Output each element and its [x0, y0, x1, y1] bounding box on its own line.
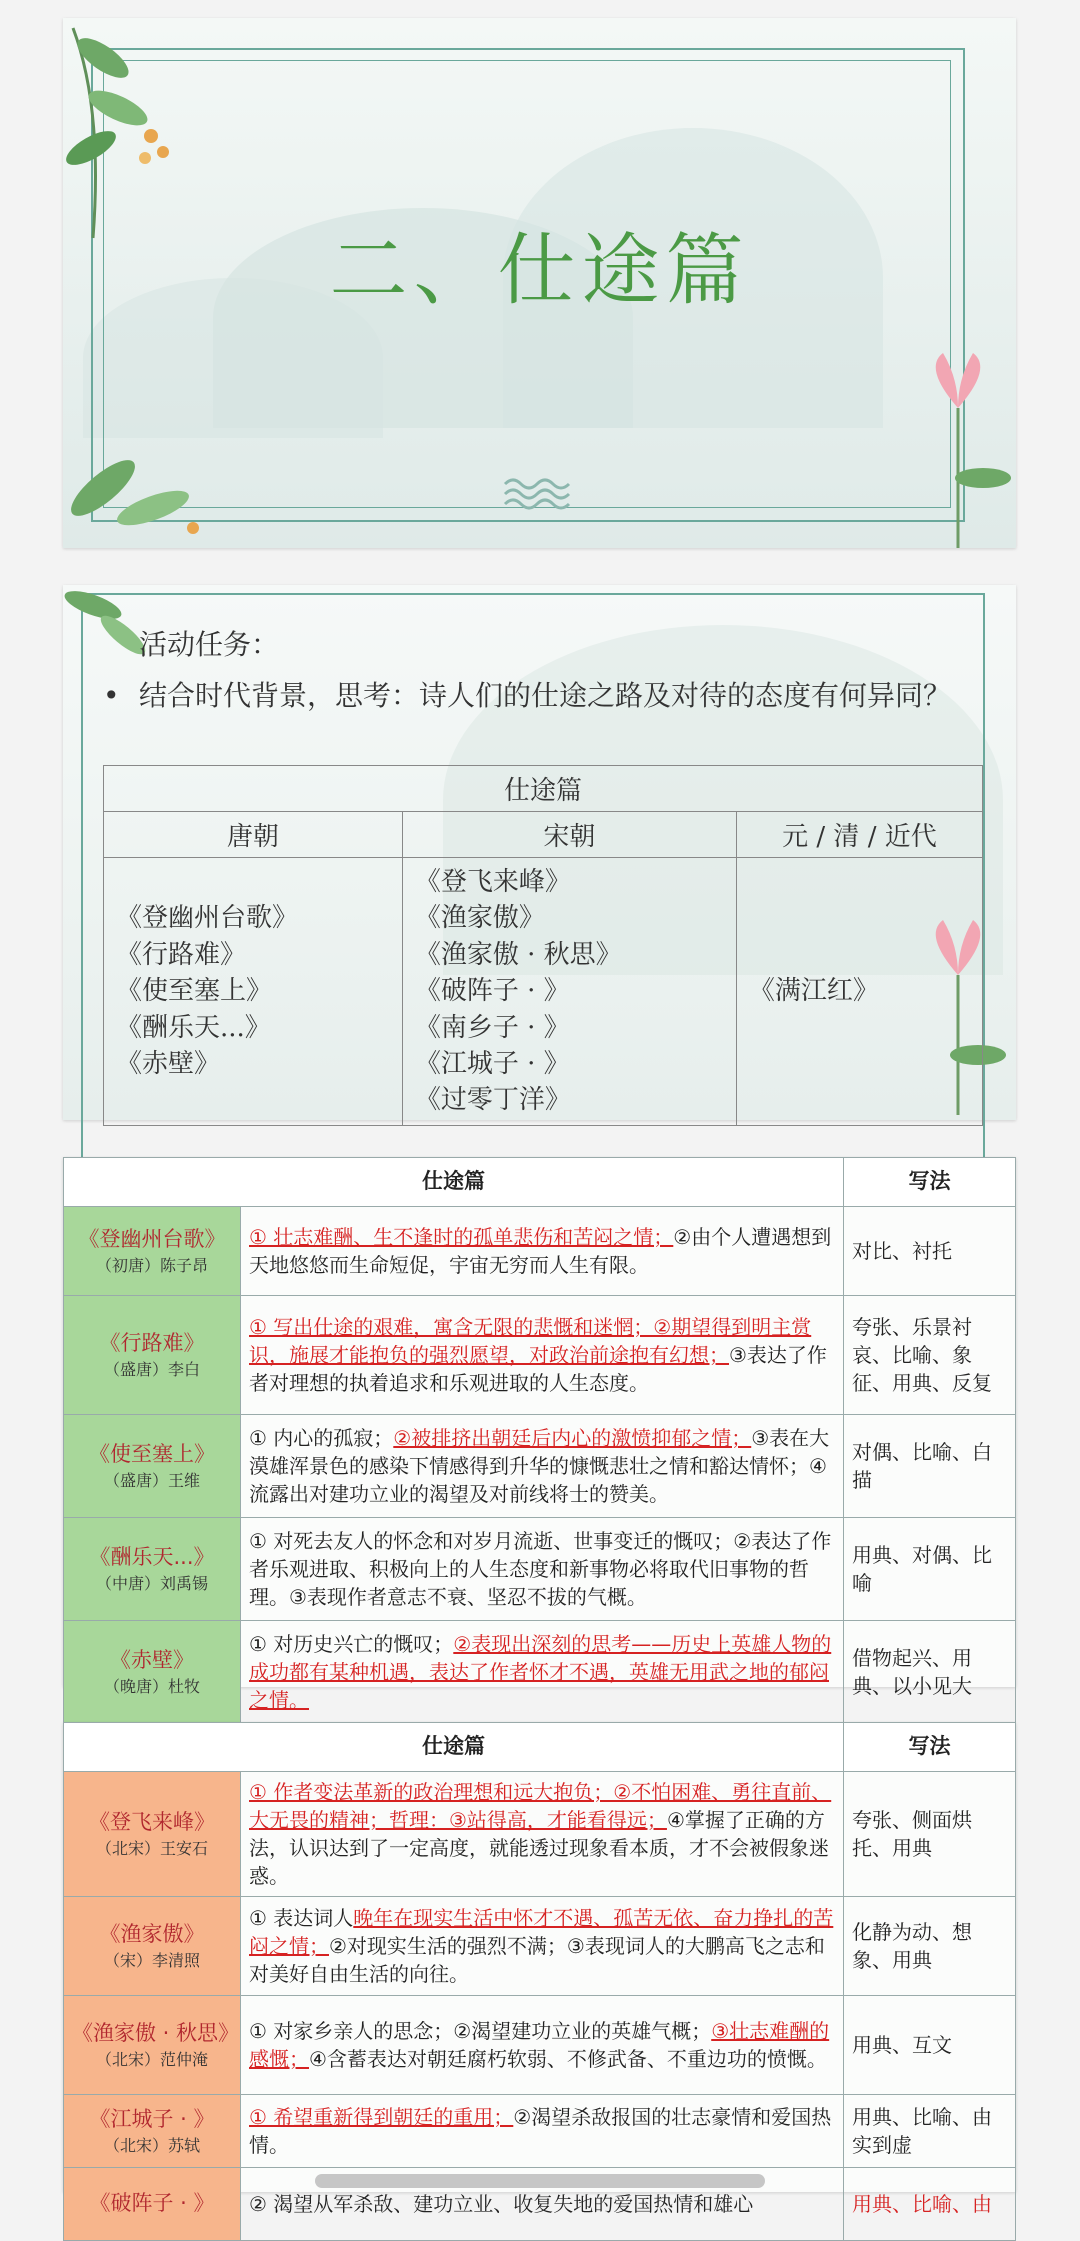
method-cell: 用典、互文 — [844, 1996, 1016, 2095]
slide-tang-detail — [63, 1157, 1016, 1712]
content-highlight: ① 作者变法革新的政治理想和远大抱负；②不怕困难、勇往直前、大无畏的精神；哲理：③站得高，才能看得远； — [249, 1780, 832, 1832]
task-label: 活动任务： — [139, 628, 280, 661]
bullet-icon: • — [103, 679, 120, 712]
slide-title — [63, 18, 1016, 548]
content-cell — [241, 1621, 844, 1724]
poem-author: （初唐）陈子昂 — [95, 1255, 208, 1275]
poem-item: 《破阵子 · 》 — [414, 976, 570, 1007]
song-list — [402, 858, 736, 1126]
poem-author: （北宋）王安石 — [95, 1838, 208, 1858]
poem-title: 《江城子 · 》 — [89, 2107, 215, 2132]
poem-title: 《破阵子 · 》 — [89, 2191, 215, 2216]
poem-title-cell — [64, 1296, 241, 1415]
table-row — [64, 1996, 1016, 2095]
leaf-cluster-icon — [63, 428, 243, 548]
poem-title-cell — [64, 1518, 241, 1621]
poem-title: 《赤壁》 — [110, 1648, 194, 1673]
table-row — [64, 1897, 1016, 1996]
poem-author: （盛唐）李白 — [103, 1359, 200, 1379]
poem-title: 《渔家傲》 — [99, 1922, 205, 1947]
method-cell: 借物起兴、用典、以小见大 — [844, 1621, 1016, 1724]
column-header: 元 / 清 / 近代 — [736, 812, 982, 858]
poem-item: 《酬乐天...》 — [116, 1012, 271, 1043]
poem-title-cell — [64, 2168, 241, 2241]
content-pre: ① 表达词人 — [249, 1906, 354, 1930]
method-cell: 夸张、乐景衬哀、比喻、象征、用典、反复 — [844, 1296, 1016, 1415]
lotus-icon — [903, 348, 1013, 548]
poem-item: 《江城子 · 》 — [414, 1048, 570, 1079]
slide-song-detail — [63, 1722, 1016, 2216]
content-cell — [241, 1415, 844, 1518]
content-cell — [241, 1897, 844, 1996]
table-row — [64, 1296, 1016, 1415]
poem-title-cell — [64, 1621, 241, 1724]
poem-item: 《赤壁》 — [116, 1048, 221, 1079]
content-cell — [241, 1996, 844, 2095]
poem-title: 《登飞来峰》 — [89, 1810, 215, 1835]
content-highlight: ③壮志难酬的感慨； — [249, 2019, 830, 2071]
poem-item: 《渔家傲 · 秋思》 — [414, 939, 622, 970]
poem-author: （北宋）苏轼 — [103, 2135, 200, 2155]
poem-title-cell — [64, 2095, 241, 2168]
content-cell — [241, 1518, 844, 1621]
poem-item: 《登飞来峰》 — [414, 867, 571, 897]
tang-list — [104, 858, 403, 1126]
poem-item: 《使至塞上》 — [116, 976, 273, 1007]
poem-title: 《酬乐天...》 — [89, 1545, 215, 1570]
content-highlight: ① 希望重新得到朝廷的重用； — [249, 2105, 514, 2129]
table-row — [64, 1207, 1016, 1296]
content-rest: ②由个人遭遇想到天地悠悠而生命短促，宇宙无穷而人生有限。 — [249, 1225, 832, 1277]
method-cell: 夸张、侧面烘托、用典 — [844, 1772, 1016, 1897]
poem-author: （北宋）范仲淹 — [95, 2049, 208, 2069]
poem-title: 《登幽州台歌》 — [78, 1227, 226, 1252]
table-row — [64, 1621, 1016, 1724]
poem-item: 《南乡子 · 》 — [414, 1012, 570, 1043]
yuan-list — [736, 858, 982, 1126]
content-highlight: ① 写出仕途的艰难，寓含无限的悲慨和迷惘；②期望得到明主赏识，施展才能抱负的强烈愿望，对政治前途抱有幻想； — [249, 1315, 812, 1367]
content-rest: ③表达了作者对理想的执着追求和乐观进取的人生态度。 — [249, 1343, 827, 1395]
table-row — [64, 1415, 1016, 1518]
overview-table-title: 仕途篇 — [104, 766, 983, 812]
content-highlight: ②表现出深刻的思考——历史上英雄人物的成功都有某种机遇，表达了作者怀才不遇，英雄无用武之地的郁闷之情。 — [249, 1632, 832, 1712]
poem-title-cell — [64, 1996, 241, 2095]
poem-title: 《行路难》 — [99, 1331, 205, 1356]
slide-title-text: 二、仕途篇 — [329, 226, 750, 316]
poem-title-cell — [64, 1415, 241, 1518]
table-header: 仕途篇 — [64, 1158, 844, 1207]
poem-item: 《满江红》 — [748, 976, 879, 1007]
table-row — [64, 1518, 1016, 1621]
scroll-indicator[interactable] — [315, 2174, 765, 2188]
content-rest: ②对现实生活的强烈不满；③表现词人的大鹏高飞之志和对美好自由生活的向往。 — [249, 1934, 825, 1986]
poem-item: 《登幽州台歌》 — [116, 903, 299, 934]
content-highlight: 晚年在现实生活中怀才不遇、孤苦无依、奋力挣扎的苦闷之情； — [249, 1906, 834, 1958]
content-pre: ① 对死去友人的怀念和对岁月流逝、世事变迁的慨叹；②表达了作者乐观进取、积极向上的人生态度和新事物必将取代旧事物的哲理。③表现作者意志不衰、坚忍不拔的气概。 — [249, 1529, 832, 1609]
poem-author: （晚唐）杜牧 — [103, 1676, 200, 1696]
content-cell — [241, 1772, 844, 1897]
method-header: 写法 — [844, 1723, 1016, 1772]
poem-item: 《行路难》 — [116, 939, 247, 970]
song-detail-table — [63, 1722, 1016, 2241]
content-cell — [241, 1296, 844, 1415]
poem-title: 《渔家傲 · 秋思》 — [72, 2021, 240, 2046]
poem-author: （盛唐）王维 — [103, 1470, 200, 1490]
poem-author: （宋）李清照 — [103, 1950, 200, 1970]
method-cell: 用典、比喻、由 — [844, 2168, 1016, 2241]
method-cell: 用典、对偶、比喻 — [844, 1518, 1016, 1621]
content-pre: ① 内心的孤寂； — [249, 1426, 394, 1450]
poem-title: 《使至塞上》 — [89, 1442, 215, 1467]
content-cell — [241, 1207, 844, 1296]
method-cell: 对偶、比喻、白描 — [844, 1415, 1016, 1518]
overview-table — [103, 765, 983, 1126]
method-cell: 对比、衬托 — [844, 1207, 1016, 1296]
method-header: 写法 — [844, 1158, 1016, 1207]
content-highlight: ① 壮志难酬、生不逢时的孤单悲伤和苦闷之情； — [249, 1225, 674, 1249]
poem-title-cell — [64, 1772, 241, 1897]
content-pre: ① 对家乡亲人的思念；②渴望建功立业的英雄气概； — [249, 2019, 712, 2043]
table-row — [64, 2095, 1016, 2168]
poem-item: 《渔家傲》 — [414, 903, 545, 934]
content-rest: ④掌握了正确的方法，认识达到了一定高度，就能透过现象看本质，才不会被假象迷惑。 — [249, 1808, 829, 1888]
task-question — [103, 677, 983, 715]
task-question-text: 结合时代背景，思考：诗人们的仕途之路及对待的态度有何异同？ — [139, 679, 952, 712]
content-pre: ① 对历史兴亡的慨叹； — [249, 1632, 454, 1656]
poem-item: 《过零丁洋》 — [414, 1085, 571, 1116]
poem-title-cell — [64, 1207, 241, 1296]
content-cell — [241, 2095, 844, 2168]
method-cell: 用典、比喻、由实到虚 — [844, 2095, 1016, 2168]
column-header: 宋朝 — [402, 812, 736, 858]
table-header: 仕途篇 — [64, 1723, 844, 1772]
table-row — [64, 1772, 1016, 1897]
content-rest: ④含蓄表达对朝廷腐朽软弱、不修武备、不重边功的愤慨。 — [309, 2047, 827, 2071]
content-pre: ② 渴望从军杀敌、建功立业、收复失地的爱国热情和雄心 — [249, 2192, 754, 2216]
method-cell: 化静为动、想象、用典 — [844, 1897, 1016, 1996]
poem-author: （中唐）刘禹锡 — [95, 1573, 208, 1593]
tang-detail-table — [63, 1157, 1016, 1724]
slide-task — [63, 585, 1016, 1120]
content-highlight: ②被排挤出朝廷后内心的激愤抑郁之情； — [393, 1426, 752, 1450]
column-header: 唐朝 — [104, 812, 403, 858]
content-rest: ③表在大漠雄浑景色的感染下情感得到升华的慷慨悲壮之情和豁达情怀；④流露出对建功立业的渴望及对前线将士的赞美。 — [249, 1426, 830, 1506]
wave-ornament-icon — [503, 476, 573, 510]
content-rest: ②渴望杀敌报国的壮志豪情和爱国热情。 — [249, 2105, 832, 2157]
poem-title-cell — [64, 1897, 241, 1996]
